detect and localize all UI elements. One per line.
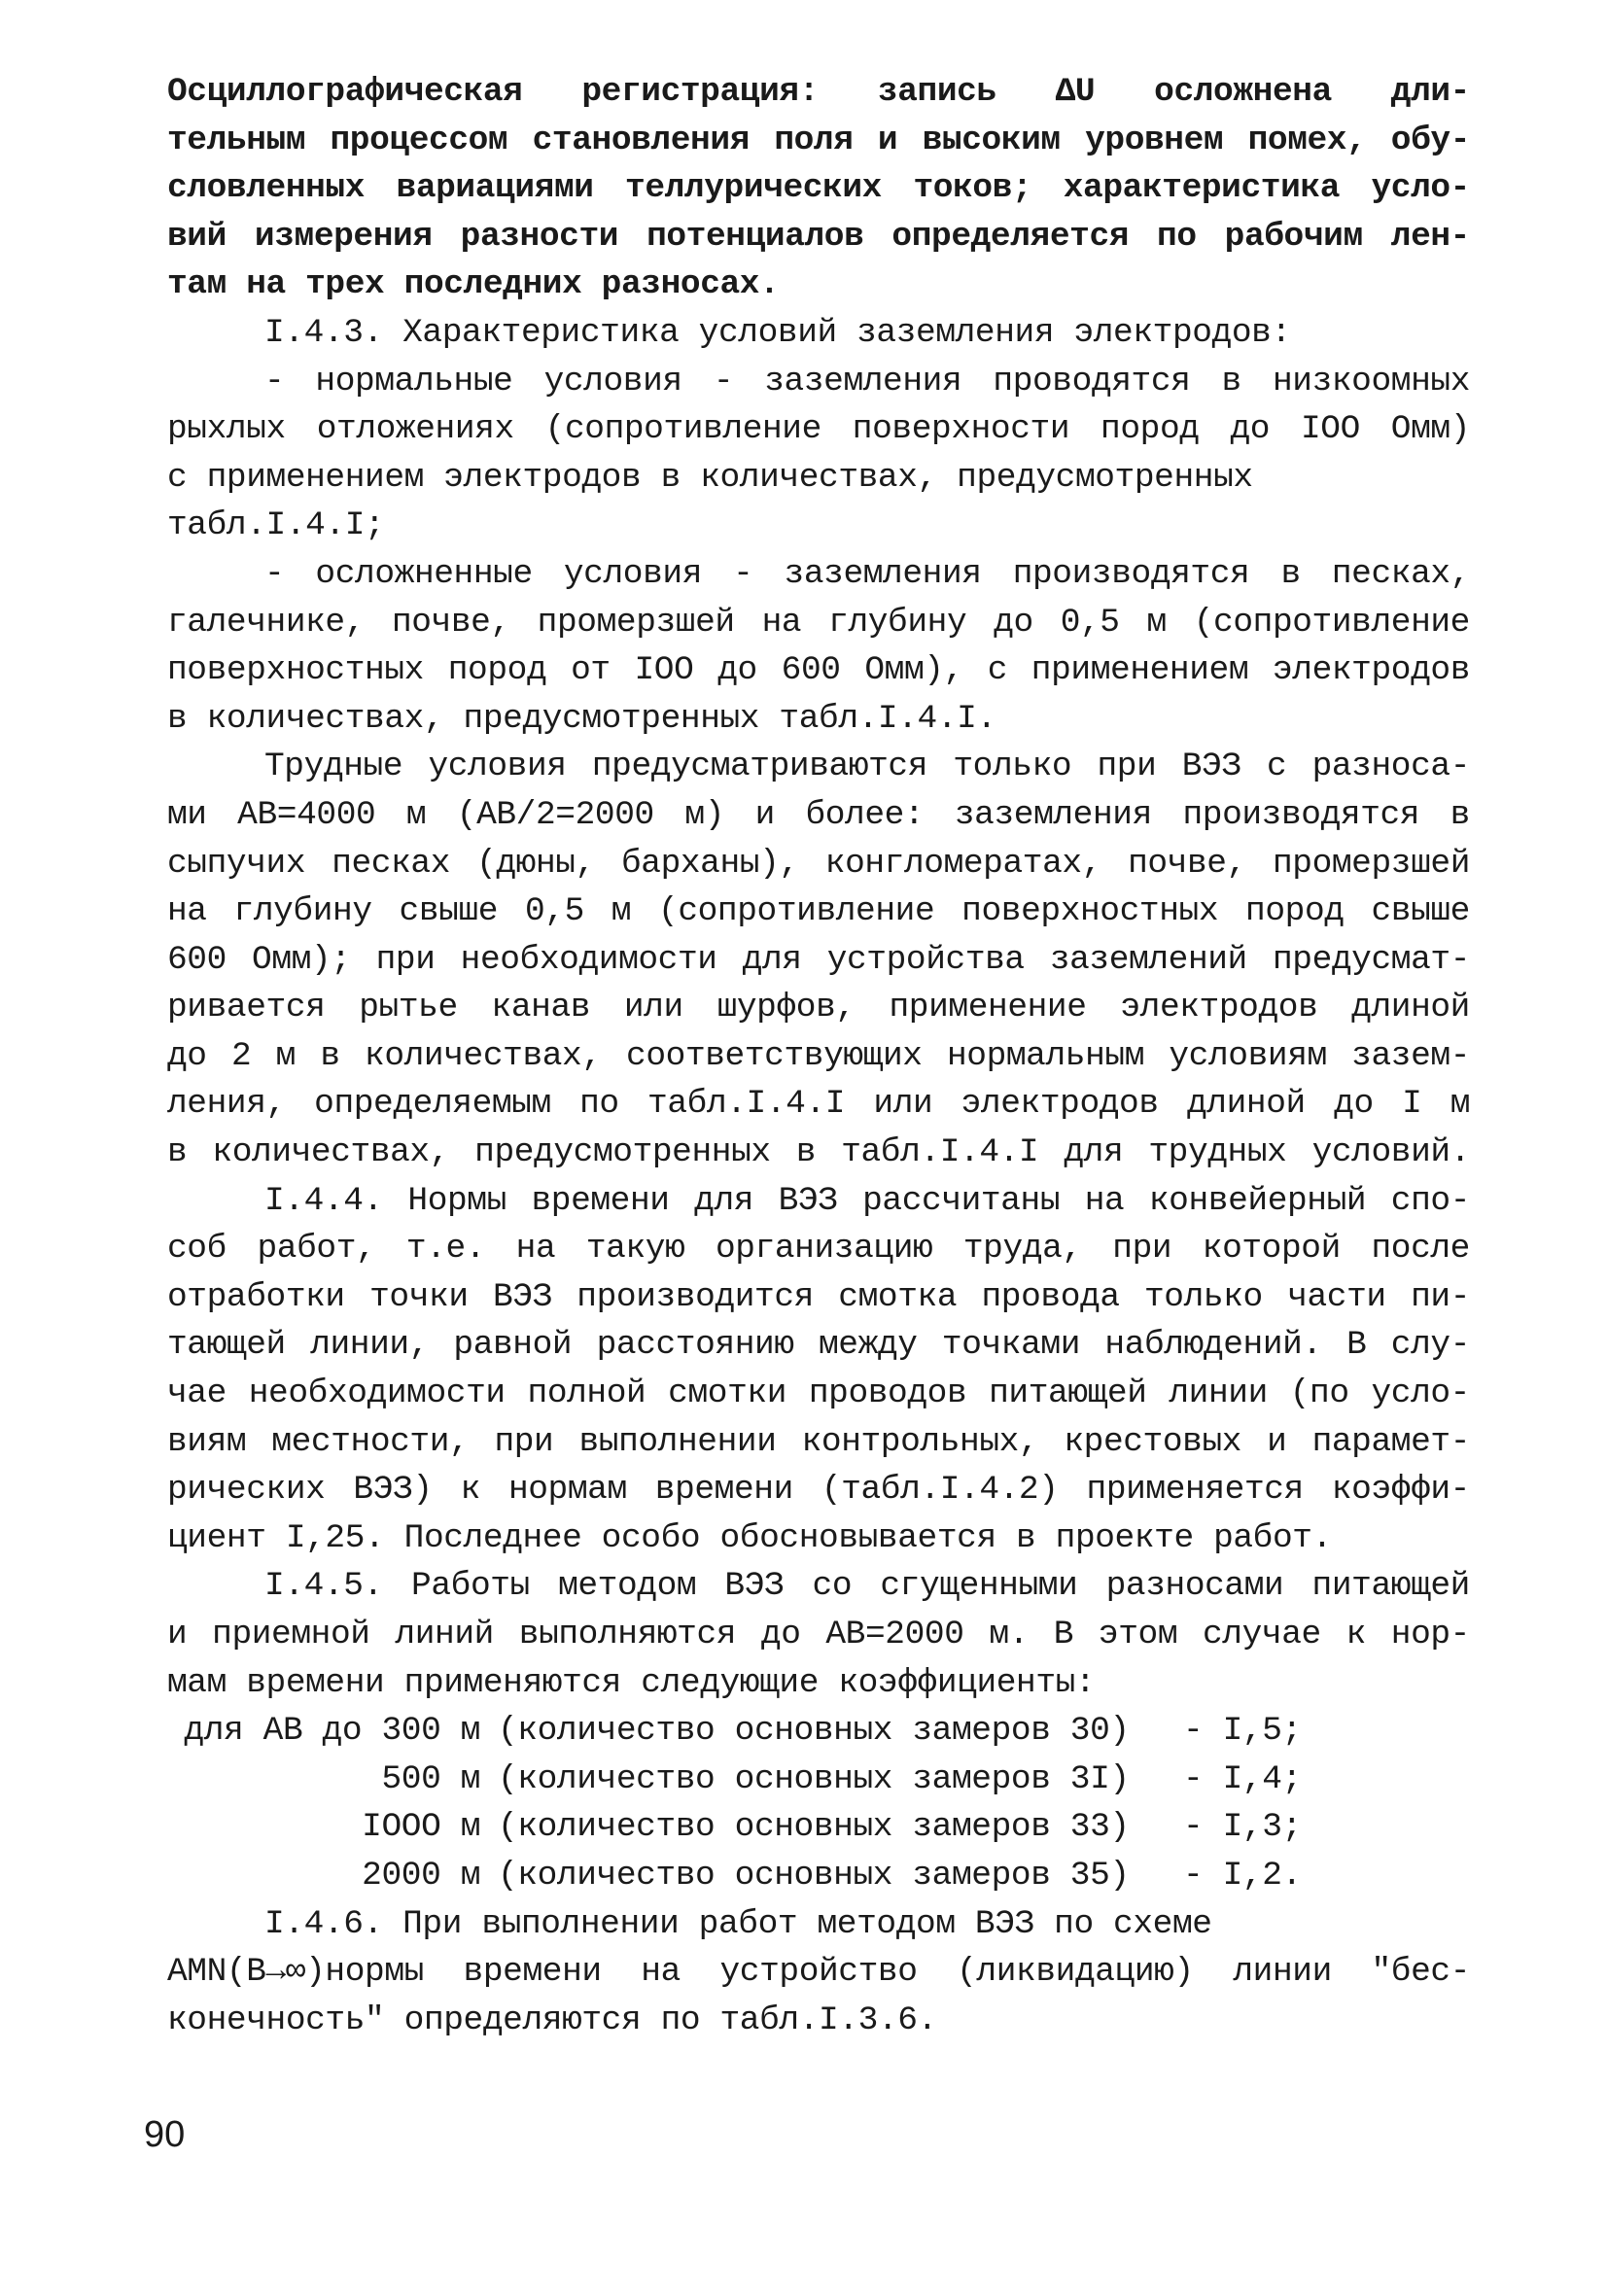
- text-line: сыпучих песках (дюны, барханы), конгломератах, почве, промерзшей: [167, 844, 1470, 883]
- text-line: 600 Омм); при необходимости для устройства заземлений предусмат-: [167, 940, 1470, 979]
- text-line: - осложненные условия - заземления производятся в песках,: [264, 554, 1470, 593]
- text-line: виям местности, при выполнении контрольных, крестовых и парамет-: [167, 1422, 1470, 1461]
- coefficient-distance-value: 2000 м: [362, 1856, 480, 1895]
- coefficient-distance-value: IOOO м: [362, 1808, 480, 1847]
- text-line: словленных вариациями теллурических токов; характеристика усло-: [167, 169, 1470, 208]
- section-1-4-6: [167, 1900, 1470, 2045]
- coefficient-value: - I,4;: [1183, 1759, 1302, 1798]
- text-line: - нормальные условия - заземления проводятся в низкоомных: [264, 362, 1470, 400]
- coefficient-count: (количество основных замеров 30): [498, 1712, 1130, 1751]
- coefficient-count: (количество основных замеров 3I): [498, 1759, 1130, 1798]
- paragraph-complicated-conditions: [167, 550, 1470, 743]
- text-line: там на трех последних разносах.: [167, 265, 780, 304]
- coefficient-count: (количество основных замеров 33): [498, 1808, 1130, 1847]
- text-line: чае необходимости полной смотки проводов питающей линии (по усло-: [167, 1374, 1470, 1413]
- coefficients-list: [167, 1707, 1470, 1899]
- coefficient-lead: для АВ до: [184, 1712, 363, 1751]
- text-line: I.4.5. Работы методом ВЭЗ со сгущенными разносами питающей: [264, 1567, 1470, 1606]
- text-line: в количествах, предусмотренных табл.I.4.I.: [167, 699, 996, 738]
- coefficient-row: [167, 1707, 1470, 1756]
- text-line: Осциллографическая регистрация: запись ΔU осложнена дли-: [167, 73, 1470, 111]
- text-line: рыхлых отложениях (сопротивление поверхности пород до IOO Омм): [167, 410, 1470, 449]
- paragraph-oscillograph: [167, 68, 1470, 309]
- coefficient-count: (количество основных замеров 35): [498, 1856, 1130, 1895]
- paragraph-difficult-conditions: [167, 743, 1470, 1176]
- coefficient-distance-value: 300 м: [381, 1712, 480, 1751]
- text-line: Трудные условия предусматриваются только при ВЭЗ с разноса-: [264, 748, 1470, 786]
- text-line: вий измерения разности потенциалов определяется по рабочим лен-: [167, 217, 1470, 256]
- text-line: ми АВ=4000 м (АВ/2=2000 м) и более: заземления производятся в: [167, 795, 1470, 834]
- text-line: до 2 м в количествах, соответствующих нормальным условиям зазем-: [167, 1036, 1470, 1075]
- text-line: соб работ, т.е. на такую организацию труда, при которой после: [167, 1230, 1470, 1269]
- text-line: I.4.6. При выполнении работ методом ВЭЗ по схеме: [264, 1904, 1212, 1943]
- text-line: конечность" определяются по табл.I.3.6.: [167, 2000, 937, 2039]
- coefficient-row: [167, 1756, 1470, 1804]
- coefficient-value: - I,2.: [1183, 1856, 1302, 1895]
- coefficient-distance-value: 500 м: [381, 1759, 480, 1798]
- text-line: I.4.4. Нормы времени для ВЭЗ рассчитаны на конвейерный спо-: [264, 1181, 1470, 1220]
- text-line: I.4.3. Характеристика условий заземления электродов:: [264, 313, 1291, 352]
- text-line: на глубину свыше 0,5 м (сопротивление поверхностных пород свыше: [167, 892, 1470, 931]
- text-line: табл.I.4.I;: [167, 506, 385, 545]
- text-line: с применением электродов в количествах, предусмотренных: [167, 458, 1253, 497]
- text-line: отработки точки ВЭЗ производится смотка провода только части пи-: [167, 1277, 1470, 1316]
- coefficient-distance: [167, 1803, 498, 1852]
- section-1-4-4: [167, 1177, 1470, 1563]
- text-line: ривается рытье канав или шурфов, применение электродов длиной: [167, 989, 1470, 1027]
- section-1-4-5: [167, 1562, 1470, 1707]
- section-1-4-3-heading: [167, 309, 1470, 358]
- page-body: [167, 68, 1470, 2044]
- text-line: циент I,25. Последнее особо обосновывается в проекте работ.: [167, 1518, 1332, 1557]
- text-line: ления, определяемым по табл.I.4.I или электродов длиной до I м: [167, 1085, 1470, 1124]
- coefficient-row: [167, 1852, 1470, 1900]
- text-line: AMN(B→∞)нормы времени на устройство (ликвидацию) линии "бес-: [167, 1953, 1470, 1992]
- text-line: в количествах, предусмотренных в табл.I.4.I для трудных условий.: [167, 1133, 1470, 1172]
- text-line: поверхностных пород от IOO до 600 Омм), с применением электродов: [167, 651, 1470, 690]
- text-line: тельным процессом становления поля и высоким уровнем помех, обу-: [167, 121, 1470, 159]
- text-line: рических ВЭЗ) к нормам времени (табл.I.4.2) применяется коэффи-: [167, 1471, 1470, 1510]
- paragraph-normal-conditions: [167, 358, 1470, 550]
- page-number: 90: [144, 2114, 186, 2155]
- text-line: галечнике, почве, промерзшей на глубину до 0,5 м (сопротивление: [167, 603, 1470, 642]
- text-line: и приемной линий выполняются до АВ=2000 м. В этом случае к нор-: [167, 1616, 1470, 1653]
- text-line: мам времени применяются следующие коэффициенты:: [167, 1663, 1096, 1702]
- coefficient-distance: [167, 1707, 498, 1756]
- coefficient-value: - I,5;: [1183, 1712, 1302, 1751]
- coefficient-row: [167, 1803, 1470, 1852]
- text-line: тающей линии, равной расстоянию между точками наблюдений. В слу-: [167, 1326, 1470, 1365]
- coefficient-distance: [167, 1756, 498, 1804]
- coefficient-value: - I,3;: [1183, 1808, 1302, 1847]
- coefficient-distance: [167, 1852, 498, 1900]
